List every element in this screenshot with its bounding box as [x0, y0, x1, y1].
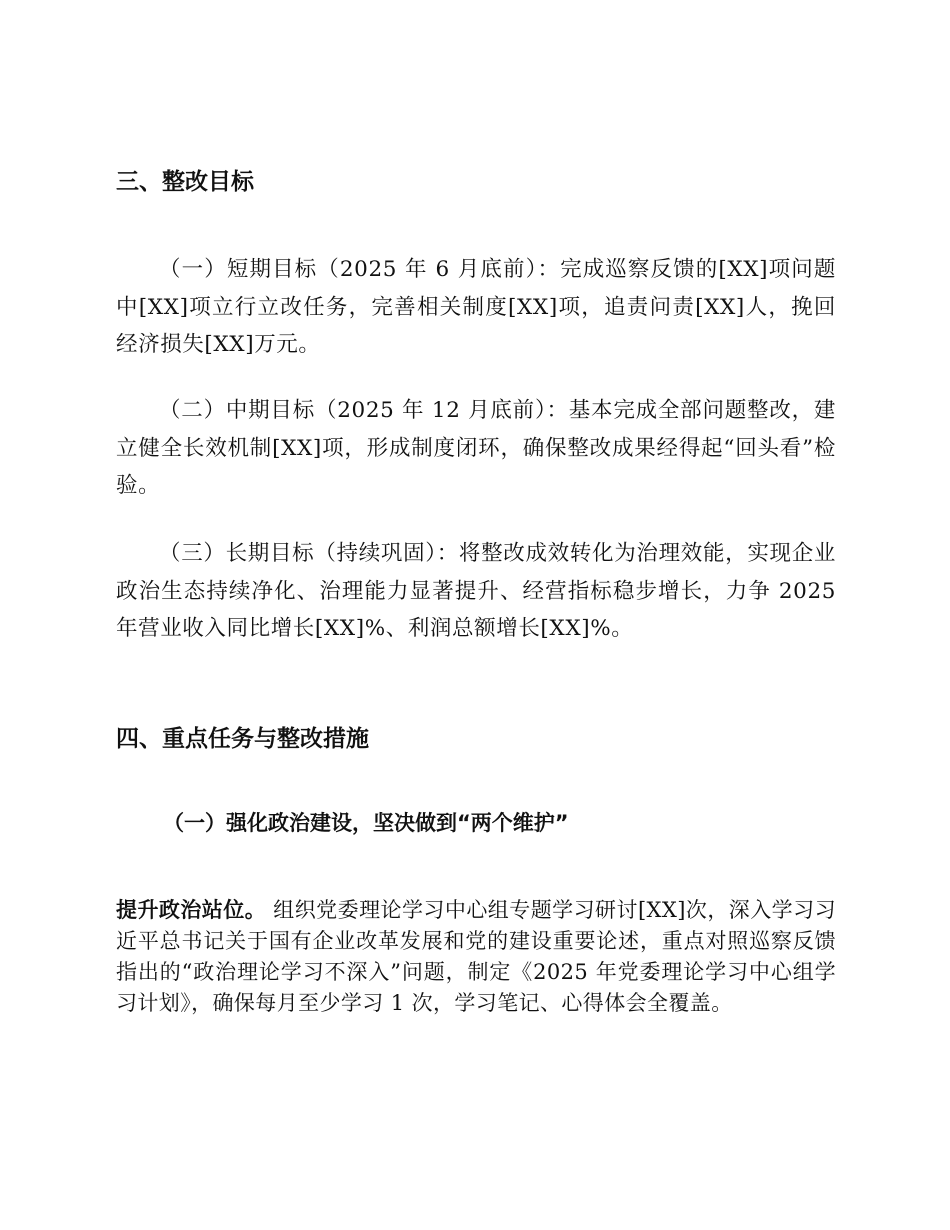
- paragraph-mid-term-goal: （二）中期目标（2025 年 12 月底前）：基本完成全部问题整改，建立健全长效机制[XX]项，形成制度闭环，确保整改成果经得起“回头看”检验。: [116, 398, 836, 498]
- paragraph-raise-political-standing: [116, 895, 836, 1019]
- section-heading-key-tasks: 四、重点任务与整改措施: [116, 726, 369, 752]
- paragraph-short-term-goal: （一）短期目标（2025 年 6 月底前）：完成巡察反馈的[XX]项问题中[XX]项立行立改任务，完善相关制度[XX]项，追责问责[XX]人，挽回经济损失[XX]万元。: [116, 257, 836, 357]
- subheading-political-construction: （一）强化政治建设，坚决做到“两个维护”: [163, 811, 569, 835]
- paragraph-lead-text: 提升政治站位。: [116, 898, 267, 922]
- paragraph-body-text: 组织党委理论学习中心组专题学习研讨[XX]次，深入学习习近平总书记关于国有企业改革发展和党的建设重要论述，重点对照巡察反馈指出的“政治理论学习不深入”问题，制定《2025 年党委理论学习中心组学习计划》，确保每月至少学习 1 次，学习笔记、心得体会全覆盖。: [116, 898, 836, 1015]
- section-heading-goals: 三、整改目标: [116, 169, 254, 195]
- paragraph-long-term-goal: （三）长期目标（持续巩固）：将整改成效转化为治理效能，实现企业政治生态持续净化、治理能力显著提升、经营指标稳步增长，力争 2025 年营业收入同比增长[XX]%、利润总额增长[XX]%。: [116, 541, 836, 641]
